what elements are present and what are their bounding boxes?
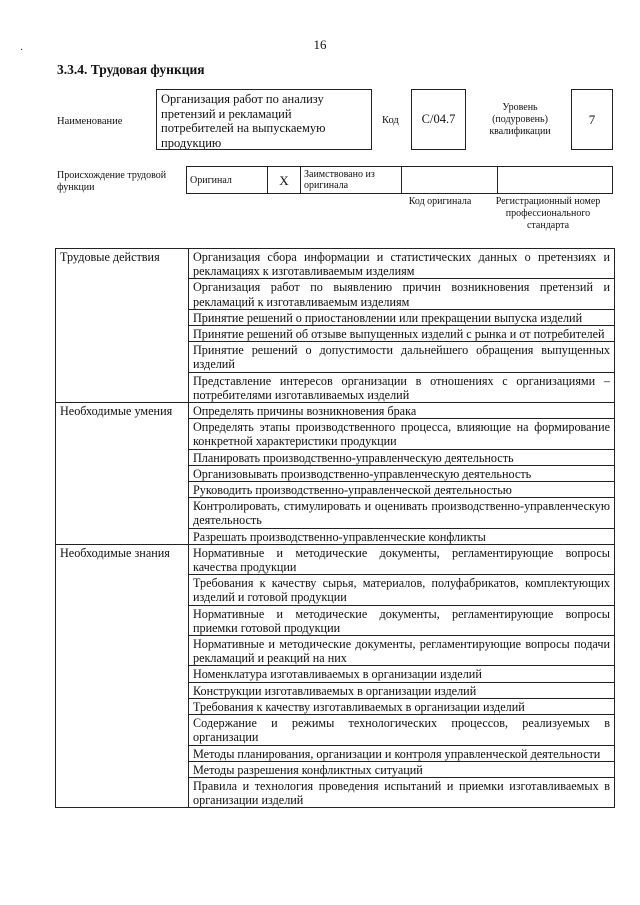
- item-cell: Конструкции изготавливаемых в организации изделий: [189, 682, 615, 698]
- code-label: Код: [382, 115, 399, 126]
- category-cell: Необходимые знания: [56, 544, 189, 807]
- item-cell: Организовывать производственно-управленческую деятельность: [189, 465, 615, 481]
- item-cell: Контролировать, стимулировать и оценивать производственно-управленческую деятельность: [189, 498, 615, 528]
- item-cell: Номенклатура изготавливаемых в организации изделий: [189, 666, 615, 682]
- code-value-box: С/04.7: [411, 89, 466, 150]
- function-details-table: [55, 248, 615, 808]
- origin-table: [186, 166, 613, 194]
- category-cell: Трудовые действия: [56, 249, 189, 403]
- table-row: [56, 544, 615, 574]
- item-cell: Нормативные и методические документы, регламентирующие вопросы подачи рекламаций и реакций на них: [189, 636, 615, 666]
- function-name-box: Организация работ по анализу претензий и рекламаций потребителей на выпускаемую продукцию: [156, 89, 372, 150]
- table-row: [56, 249, 615, 279]
- item-cell: Требования к качеству сырья, материалов, полуфабрикатов, комплектующих изделий и готовой продукции: [189, 575, 615, 605]
- item-cell: Принятие решений о приостановлении или прекращении выпуска изделий: [189, 309, 615, 325]
- category-cell: Необходимые умения: [56, 403, 189, 545]
- code-original-caption: Код оригинала: [408, 196, 472, 207]
- scan-speck: ·: [20, 45, 24, 56]
- code-original-cell: [402, 167, 498, 194]
- item-cell: Нормативные и методические документы, регламентирующие вопросы качества продукции: [189, 544, 615, 574]
- item-cell: Содержание и режимы технологических процессов, реализуемых в организации: [189, 715, 615, 745]
- reg-number-cell: [498, 167, 613, 194]
- borrowed-label: Заимствовано из оригинала: [301, 167, 402, 194]
- item-cell: Требования к качеству изготавливаемых в организации изделий: [189, 698, 615, 714]
- item-cell: Организация работ по выявлению причин возникновения претензий и рекламаций к изготавливаемым изделиям: [189, 279, 615, 309]
- origin-label: Происхождение трудовой функции: [57, 170, 167, 193]
- item-cell: Методы планирования, организации и контроля управленческой деятельности: [189, 745, 615, 761]
- item-cell: Принятие решений об отзыве выпущенных изделий с рынка и от потребителей: [189, 326, 615, 342]
- item-cell: Представление интересов организации в отношениях с организациями – потребителями изготавливаемых изделий: [189, 372, 615, 402]
- original-label: Оригинал: [187, 167, 268, 194]
- level-value-box: 7: [571, 89, 613, 150]
- item-cell: Правила и технология проведения испытаний и приемки изготавливаемых в организации изделий: [189, 777, 615, 807]
- item-cell: Руководить производственно-управленческой деятельностью: [189, 482, 615, 498]
- page-number: 16: [313, 37, 327, 52]
- item-cell: Определять причины возникновения брака: [189, 403, 615, 419]
- section-title: 3.3.4. Трудовая функция: [57, 62, 205, 77]
- item-cell: Принятие решений о допустимости дальнейшего обращения выпущенных изделий: [189, 342, 615, 372]
- level-label: Уровень (подуровень) квалификации: [489, 102, 551, 137]
- item-cell: Организация сбора информации и статистических данных о претензиях и рекламациях к изготавливаемым изделиям: [189, 249, 615, 279]
- table-row: [56, 403, 615, 419]
- reg-number-caption: Регистрационный номер профессионального стандарта: [495, 196, 601, 231]
- item-cell: Планировать производственно-управленческую деятельность: [189, 449, 615, 465]
- item-cell: Разрешать производственно-управленческие конфликты: [189, 528, 615, 544]
- item-cell: Определять этапы производственного процесса, влияющие на формирование конкретной характеристики продукции: [189, 419, 615, 449]
- name-label: Наименование: [57, 116, 123, 127]
- item-cell: Нормативные и методические документы, регламентирующие вопросы приемки готовой продукции: [189, 605, 615, 635]
- original-mark: X: [268, 167, 301, 194]
- item-cell: Методы разрешения конфликтных ситуаций: [189, 761, 615, 777]
